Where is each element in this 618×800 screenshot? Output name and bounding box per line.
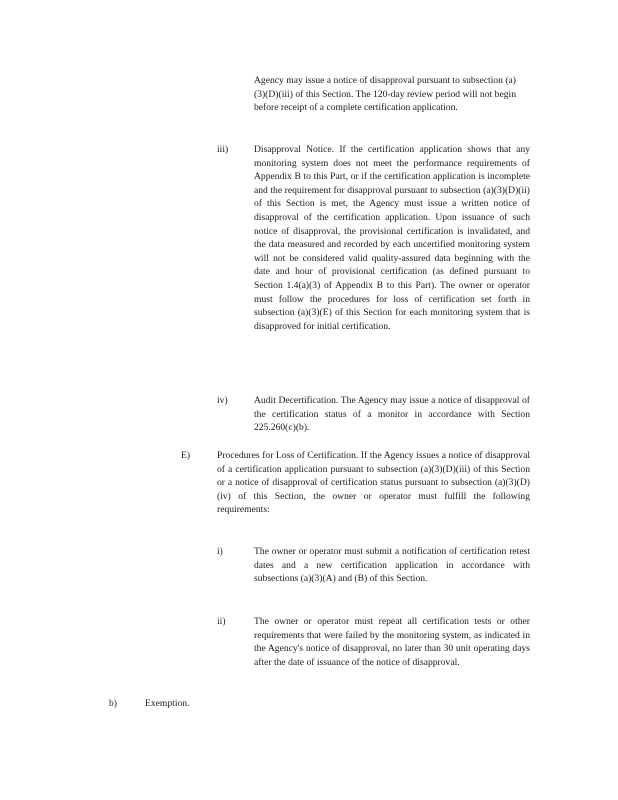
repeat-tests-paragraph: The owner or operator must repeat all certification tests or other requirements that were failed by the monitoring system, as indicated in the Agency's notice of disapproval, no later than 30 unit operating days after the date of issuance of the notice of disapproval. (254, 616, 530, 668)
audit-decertification-paragraph: Audit Decertification. The Agency may issue a notice of disapproval of the certification status of a monitor in accordance with Section 225.260(c)(b). (254, 395, 530, 434)
item-iii-marker: iii) (217, 144, 229, 155)
item-b-marker: b) (109, 698, 117, 709)
item-iv-marker: iv) (217, 395, 228, 406)
continuation-paragraph: Agency may issue a notice of disapproval pursuant to subsection (a)(3)(D)(iii) of this Section. The 120-day review period will not begin before receipt of a complete certification application. (254, 75, 516, 114)
loss-of-certification-paragraph: Procedures for Loss of Certification. If the Agency issues a notice of disapproval of a certification application pursuant to subsection (a)(3)(D)(iii) of this Section or a notice of disapproval of certification status pursuant to subsection (a)(3)(D)(iv) of this Section, the owner or operator must fulfill the following requirements: (217, 450, 530, 516)
exemption-heading: Exemption. (145, 698, 190, 709)
item-E-ii-marker: ii) (217, 616, 226, 627)
item-E-marker: E) (181, 450, 191, 461)
item-E-i-marker: i) (217, 546, 223, 557)
retest-notification-paragraph: The owner or operator must submit a notification of certification retest dates and a new certification application in accordance with subsections (a)(3)(A) and (B) of this Section. (254, 546, 530, 585)
disapproval-notice-paragraph: Disapproval Notice. If the certification application shows that any monitoring system does not meet the performance requirements of Appendix B to this Part, or if the certification application is incomplete and the requirement for disapproval pursuant to subsection (a)(3)(D)(ii) of this Section is met, the Agency must issue a written notice of disapproval of the certification application. Upon issuance of such notice of disapproval, the provisional certification is invalidated, and the data measured and recorded by each uncertified monitoring system will not be considered valid quality-assured data beginning with the date and hour of provisional certification (as defined pursuant to Section 1.4(a)(3) of Appendix B to this Part). The owner or operator must follow the procedures for loss of certification set forth in subsection (a)(3)(E) of this Section for each monitoring system that is disapproved for initial certification. (254, 144, 530, 332)
